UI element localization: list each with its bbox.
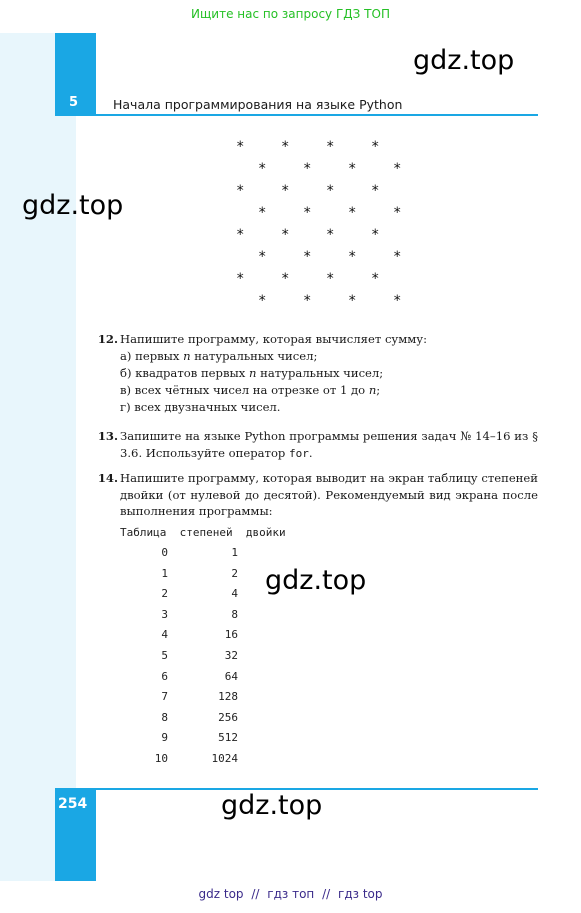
star: * bbox=[258, 293, 267, 309]
star: * bbox=[303, 161, 312, 177]
star: * bbox=[348, 249, 357, 265]
star: * bbox=[281, 183, 290, 199]
watermark: gdz.top bbox=[265, 565, 367, 596]
star: * bbox=[326, 183, 335, 199]
star: * bbox=[393, 161, 402, 177]
header-rule bbox=[96, 114, 538, 116]
table-exponent: 8 bbox=[161, 710, 168, 724]
separator: // bbox=[322, 887, 331, 901]
star: * bbox=[393, 205, 402, 221]
table-exponent: 3 bbox=[161, 607, 168, 621]
star: * bbox=[281, 227, 290, 243]
table-exponent: 7 bbox=[161, 690, 168, 704]
star: * bbox=[393, 293, 402, 309]
task-item: г) всех двузначных чисел. bbox=[120, 399, 281, 414]
page-number-tab bbox=[55, 788, 96, 881]
task-text: Запишите на языке Python программы решения задач № 14–16 из § 3.6. Используйте оператор for. bbox=[120, 429, 538, 460]
task-12 bbox=[96, 331, 538, 416]
task-item: в) всех чётных чисел на отрезке от 1 до n; bbox=[120, 382, 381, 397]
task-text: Напишите программу, которая выводит на экран таблицу степеней двойки (от нулевой до десятой). Рекомендуемый вид экрана после выполнения программы: bbox=[120, 471, 538, 518]
task-number: 13. bbox=[97, 429, 118, 443]
star: * bbox=[258, 249, 267, 265]
chapter-title: Начала программирования на языке Python bbox=[113, 97, 403, 112]
table-value: 8 bbox=[231, 607, 238, 621]
star: * bbox=[258, 205, 267, 221]
chapter-number: 5 bbox=[69, 95, 79, 110]
task-item: б) квадратов первых n натуральных чисел; bbox=[120, 365, 384, 380]
task-number: 14. bbox=[97, 471, 118, 485]
link-gdz-top-ru[interactable]: гдз топ bbox=[267, 887, 315, 901]
star: * bbox=[303, 293, 312, 309]
table-exponent: 10 bbox=[154, 752, 168, 765]
table-value: 64 bbox=[224, 669, 238, 683]
task-13 bbox=[96, 428, 538, 462]
table-exponent: 9 bbox=[161, 731, 168, 745]
bottom-links bbox=[0, 887, 581, 901]
separator: // bbox=[251, 887, 260, 901]
table-exponent: 6 bbox=[161, 669, 168, 683]
chapter-tab bbox=[55, 33, 96, 116]
table-value: 512 bbox=[218, 731, 238, 745]
table-value: 256 bbox=[218, 710, 238, 724]
page-number: 254 bbox=[58, 796, 88, 812]
star: * bbox=[371, 271, 380, 287]
star: * bbox=[236, 183, 245, 199]
watermark: gdz.top bbox=[413, 45, 515, 76]
star: * bbox=[281, 271, 290, 287]
table-value: 32 bbox=[224, 649, 238, 662]
table-exponent: 1 bbox=[161, 566, 168, 580]
star: * bbox=[258, 161, 267, 177]
star: * bbox=[393, 249, 402, 265]
task-14 bbox=[96, 470, 538, 520]
link-gdz-top[interactable]: gdz top bbox=[198, 887, 244, 901]
link-gdz-top-mixed[interactable]: гдз top bbox=[338, 887, 383, 901]
top-search-hint[interactable]: Ищите нас по запросу ГДЗ ТОП bbox=[191, 7, 390, 21]
code-keyword: for bbox=[289, 446, 309, 460]
star: * bbox=[348, 205, 357, 221]
star: * bbox=[326, 227, 335, 243]
star: * bbox=[371, 183, 380, 199]
star: * bbox=[348, 293, 357, 309]
footer-rule bbox=[96, 788, 538, 790]
task-text: Напишите программу, которая вычисляет сумму: bbox=[120, 332, 428, 346]
watermark: gdz.top bbox=[221, 790, 323, 821]
star: * bbox=[326, 271, 335, 287]
table-exponent: 4 bbox=[161, 628, 168, 642]
star: * bbox=[371, 227, 380, 243]
watermark: gdz.top bbox=[22, 190, 124, 221]
task-number: 12. bbox=[97, 332, 118, 346]
left-margin-band bbox=[0, 33, 79, 881]
star: * bbox=[326, 139, 335, 155]
star: * bbox=[236, 271, 245, 287]
star: * bbox=[236, 227, 245, 243]
star: * bbox=[371, 139, 380, 155]
table-value: 1 bbox=[231, 546, 238, 559]
table-exponent: 2 bbox=[161, 587, 168, 601]
table-value: 4 bbox=[231, 587, 238, 601]
table-value: 128 bbox=[218, 690, 238, 704]
table-exponent: 5 bbox=[161, 649, 168, 662]
table-value: 1024 bbox=[211, 752, 238, 765]
star: * bbox=[281, 139, 290, 155]
table-value: 2 bbox=[231, 566, 238, 580]
table-value: 16 bbox=[224, 628, 238, 642]
star: * bbox=[303, 205, 312, 221]
star: * bbox=[236, 139, 245, 155]
star: * bbox=[303, 249, 312, 265]
star: * bbox=[348, 161, 357, 177]
table-exponent: 0 bbox=[161, 546, 168, 559]
task-item: а) первых n натуральных чисел; bbox=[120, 348, 318, 363]
table-header: Таблица степеней двойки bbox=[120, 526, 286, 539]
